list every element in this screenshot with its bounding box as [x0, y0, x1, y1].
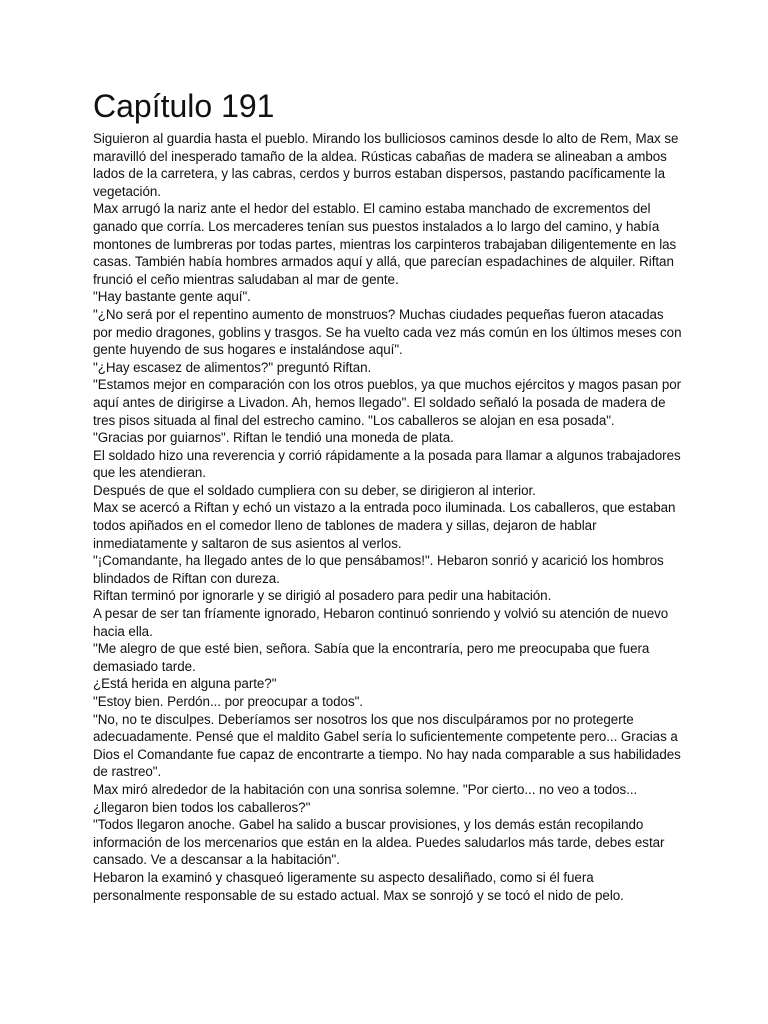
paragraph: "Gracias por guiarnos". Riftan le tendió una moneda de plata.	[93, 430, 454, 446]
paragraph: Siguieron al guardia hasta el pueblo. Mirando los bulliciosos caminos desde lo alto de Rem, Max se maravilló del inesperado tamaño de la aldea. Rústicas cabañas de madera se alineaban a ambos lados de la carretera, y las cabras, cerdos y burros estaban dispersos, pastando pacíficamente la vegetación.	[93, 131, 679, 199]
paragraph: ¿Está herida en alguna parte?"	[93, 676, 277, 692]
document-page	[93, 86, 683, 904]
paragraph: "¿Hay escasez de alimentos?" preguntó Riftan.	[93, 359, 372, 375]
paragraph: "Hay bastante gente aquí".	[93, 289, 251, 305]
paragraph: "¡Comandante, ha llegado antes de lo que pensábamos!". Hebaron sonrió y acarició los hombros blindados de Riftan con dureza.	[93, 553, 664, 586]
paragraph: Max arrugó la nariz ante el hedor del establo. El camino estaba manchado de excrementos del ganado que corría. Los mercaderes tenían sus puestos instalados a lo largo del camino, y había montones de lumbreras por todas partes, mientras los carpinteros trabajaban diligentemente en las casas. También había hombres armados aquí y allá, que parecían espadachines de alquiler. Riftan frunció el ceño mientras saludaban al mar de gente.	[93, 201, 677, 287]
paragraph: A pesar de ser tan fríamente ignorado, Hebaron continuó sonriendo y volvió su atención de nuevo hacia ella.	[93, 606, 669, 639]
paragraph: "No, no te disculpes. Deberíamos ser nosotros los que nos disculpáramos por no protegerte adecuadamente. Pensé que el maldito Gabel sería lo suficientemente competente pero... Gracias a Dios el Comandante fue capaz de encontrarte a tiempo. No hay nada comparable a sus habilidades de rastreo".	[93, 711, 681, 780]
paragraph: "¿No será por el repentino aumento de monstruos? Muchas ciudades pequeñas fueron atacadas por medio dragones, goblins y trasgos. Se ha vuelto cada vez más común en los últimos meses con gente huyendo de sus hogares e instalándose aquí".	[93, 306, 682, 358]
chapter-title: Capítulo 191	[93, 88, 275, 124]
paragraph: "Estamos mejor en comparación con los otros pueblos, ya que muchos ejércitos y magos pasan por aquí antes de dirigirse a Livadon. Ah, hemos llegado". El soldado señaló la posada de madera de tres pisos situada al final del estrecho camino. "Los caballeros se alojan en esa posada".	[93, 377, 682, 428]
paragraph: "Todos llegaron anoche. Gabel ha salido a buscar provisiones, y los demás están recopilando información de los mercenarios que están en la aldea. Puedes saludarlos más tarde, debes estar cansado. Ve a descansar a la habitación".	[93, 817, 665, 868]
chapter-body	[93, 130, 683, 904]
paragraph: Max se acercó a Riftan y echó un vistazo a la entrada poco iluminada. Los caballeros, que estaban todos apiñados en el comedor lleno de tablones de madera y sillas, dejaron de hablar inmediatamente y saltaron de sus asientos al verlos.	[93, 500, 676, 551]
paragraph: El soldado hizo una reverencia y corrió rápidamente a la posada para llamar a algunos trabajadores que les atendieran.	[93, 447, 681, 481]
paragraph: Max miró alrededor de la habitación con una sonrisa solemne. "Por cierto... no veo a todos... ¿llegaron bien todos los caballeros?"	[93, 781, 638, 815]
paragraph: Después de que el soldado cumpliera con su deber, se dirigieron al interior.	[93, 482, 536, 498]
paragraph: Hebaron la examinó y chasqueó ligeramente su aspecto desaliñado, como si él fuera personalmente responsable de su estado actual. Max se sonrojó y se tocó el nido de pelo.	[93, 869, 624, 903]
paragraph: "Me alegro de que esté bien, señora. Sabía que la encontraría, pero me preocupaba que fuera demasiado tarde.	[93, 641, 650, 674]
paragraph: Riftan terminó por ignorarle y se dirigió al posadero para pedir una habitación.	[93, 588, 552, 604]
paragraph: "Estoy bien. Perdón... por preocupar a todos".	[93, 694, 363, 709]
